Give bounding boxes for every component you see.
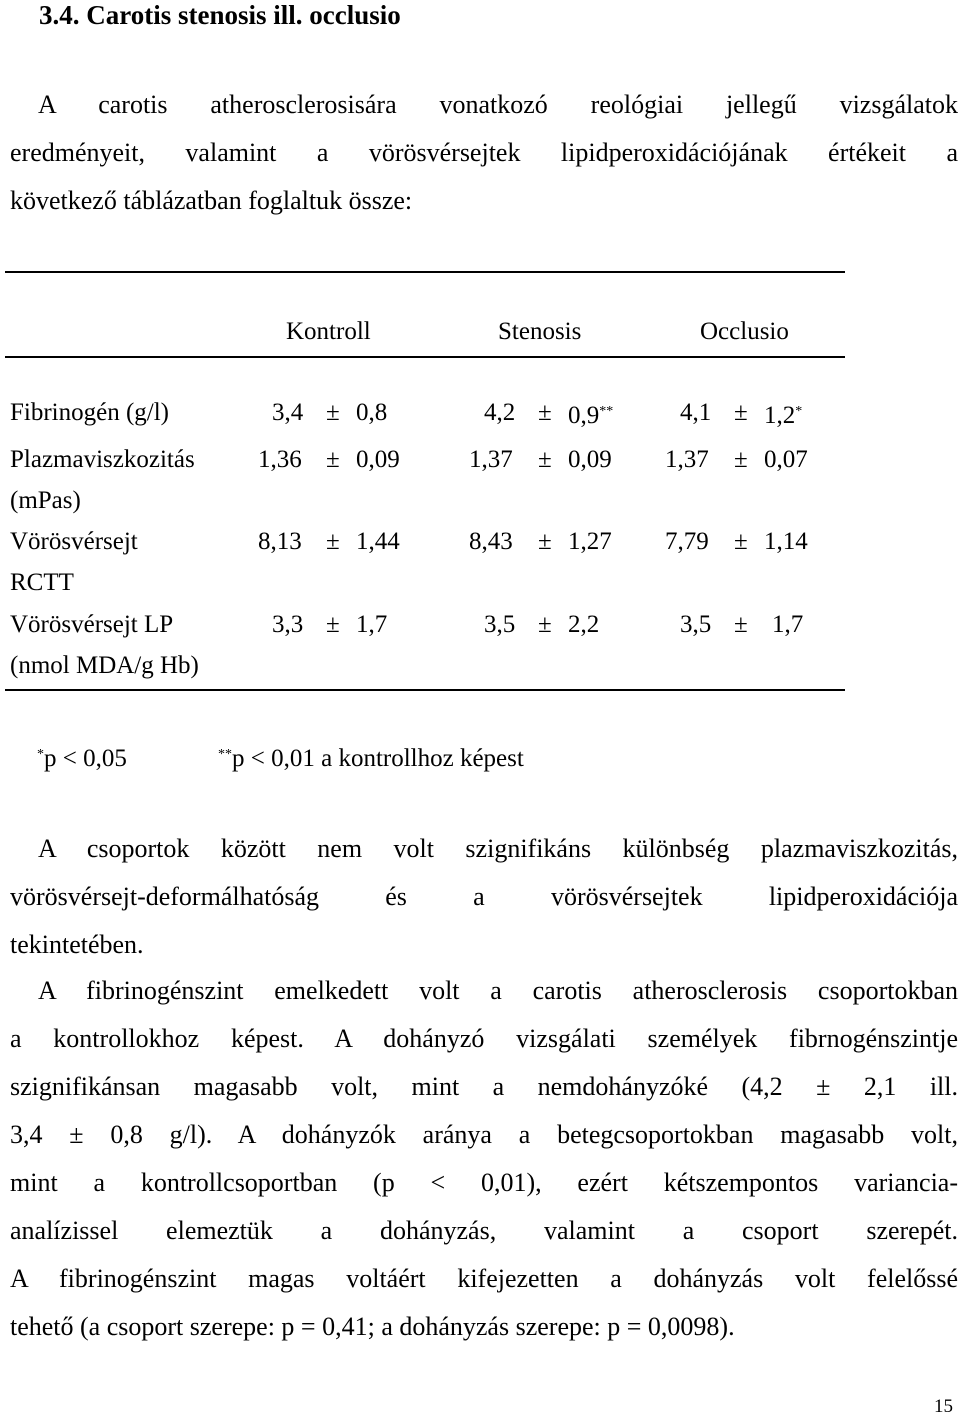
column-header-stenosis: Stenosis: [498, 318, 582, 345]
cell-sd: 0,09: [568, 446, 612, 473]
cell-mean: 7,79: [665, 528, 709, 555]
body-line: A csoportok között nem volt szignifikáns különbség plazmaviszkozitás,: [38, 834, 958, 863]
cell-sd: 1,2*: [764, 402, 803, 429]
body-line: szignifikánsan magasabb volt, mint a nemdohányzóké (4,2 ± 2,1 ill.: [10, 1072, 958, 1101]
cell-sd: 1,27: [568, 528, 612, 555]
cell-mean: 8,13: [258, 528, 302, 555]
row-label-unit: RCTT: [10, 569, 74, 596]
cell-sd: 1,7: [356, 611, 388, 638]
body-line: analízissel elemeztük a dohányzás, valamint a csoport szerepét.: [10, 1216, 958, 1245]
significance-mark: *: [795, 404, 803, 419]
cell-plusminus: ±: [538, 611, 552, 638]
body-line: 3,4 ± 0,8 g/l). A dohányzók aránya a betegcsoportokban magasabb volt,: [10, 1120, 958, 1149]
cell-mean: 3,3: [272, 611, 304, 638]
cell-mean: 4,2: [484, 399, 516, 426]
body-paragraph-2: [10, 967, 958, 1351]
row-label: Vörösvérsejt: [10, 528, 138, 555]
table-header-rule: [5, 356, 845, 358]
column-header-kontroll: Kontroll: [286, 318, 371, 345]
body-line: tekintetében.: [10, 930, 144, 959]
intro-paragraph: [10, 81, 958, 225]
cell-mean: 8,43: [469, 528, 513, 555]
body-line: tehető (a csoport szerepe: p = 0,41; a dohányzás szerepe: p = 0,0098).: [10, 1312, 735, 1341]
row-label: Plazmaviszkozitás: [10, 446, 195, 473]
intro-line: következő táblázatban foglaltuk össze:: [10, 186, 413, 215]
significance-mark: **: [599, 404, 614, 419]
cell-plusminus: ±: [326, 399, 340, 426]
cell-sd: 1,14: [764, 528, 808, 555]
intro-line: eredményeit, valamint a vörösvérsejtek lipidperoxidációjának értékeit a: [10, 138, 958, 167]
cell-plusminus: ±: [734, 399, 748, 426]
table-top-rule: [5, 271, 845, 273]
cell-mean: 4,1: [680, 399, 712, 426]
cell-mean: 1,37: [469, 446, 513, 473]
body-line: mint a kontrollcsoportban (p < 0,01), ezért kétszempontos variancia-: [10, 1168, 958, 1197]
cell-plusminus: ±: [538, 446, 552, 473]
table-bottom-rule: [5, 689, 845, 691]
section-heading: 3.4. Carotis stenosis ill. occlusio: [39, 0, 401, 30]
row-label-unit: (nmol MDA/g Hb): [10, 652, 199, 679]
row-label: Fibrinogén (g/l): [10, 399, 170, 426]
body-line: A fibrinogénszint magas voltáért kifejezetten a dohányzás volt felelőssé: [10, 1264, 958, 1293]
cell-mean: 1,36: [258, 446, 302, 473]
cell-plusminus: ±: [734, 611, 748, 638]
cell-plusminus: ±: [734, 446, 748, 473]
cell-mean: 1,37: [665, 446, 709, 473]
cell-plusminus: ±: [538, 528, 552, 555]
cell-mean: 3,5: [484, 611, 516, 638]
body-paragraph-1: [10, 825, 958, 969]
row-label-unit: (mPas): [10, 487, 81, 514]
cell-sd: 0,09: [356, 446, 400, 473]
footnote-mark: *: [37, 747, 44, 762]
cell-plusminus: ±: [326, 611, 340, 638]
cell-plusminus: ±: [538, 399, 552, 426]
cell-plusminus: ±: [326, 446, 340, 473]
cell-sd: 2,2: [568, 611, 600, 638]
cell-sd: 1,44: [356, 528, 400, 555]
footnote-mark: **: [218, 747, 232, 762]
page-number: 15: [934, 1396, 953, 1417]
cell-sd: 1,7: [772, 611, 804, 638]
cell-sd: 0,8: [356, 399, 388, 426]
body-line: vörösvérsejt-deformálhatóság és a vörösvérsejtek lipidperoxidációja: [10, 882, 958, 911]
cell-mean: 3,5: [680, 611, 712, 638]
body-line: a kontrollokhoz képest. A dohányzó vizsgálati személyek fibrnogénszintje: [10, 1024, 958, 1053]
intro-line: A carotis atherosclerosisára vonatkozó reológiai jellegű vizsgálatok: [38, 90, 958, 119]
cell-sd: 0,9**: [568, 402, 614, 429]
footnote-single-star: *p < 0,05: [37, 745, 127, 772]
footnote-double-star: **p < 0,01 a kontrollhoz képest: [218, 745, 524, 772]
cell-plusminus: ±: [326, 528, 340, 555]
body-line: A fibrinogénszint emelkedett volt a carotis atherosclerosis csoportokban: [38, 976, 958, 1005]
row-label: Vörösvérsejt LP: [10, 611, 174, 638]
cell-plusminus: ±: [734, 528, 748, 555]
cell-mean: 3,4: [272, 399, 304, 426]
column-header-occlusio: Occlusio: [700, 318, 789, 345]
cell-sd: 0,07: [764, 446, 808, 473]
